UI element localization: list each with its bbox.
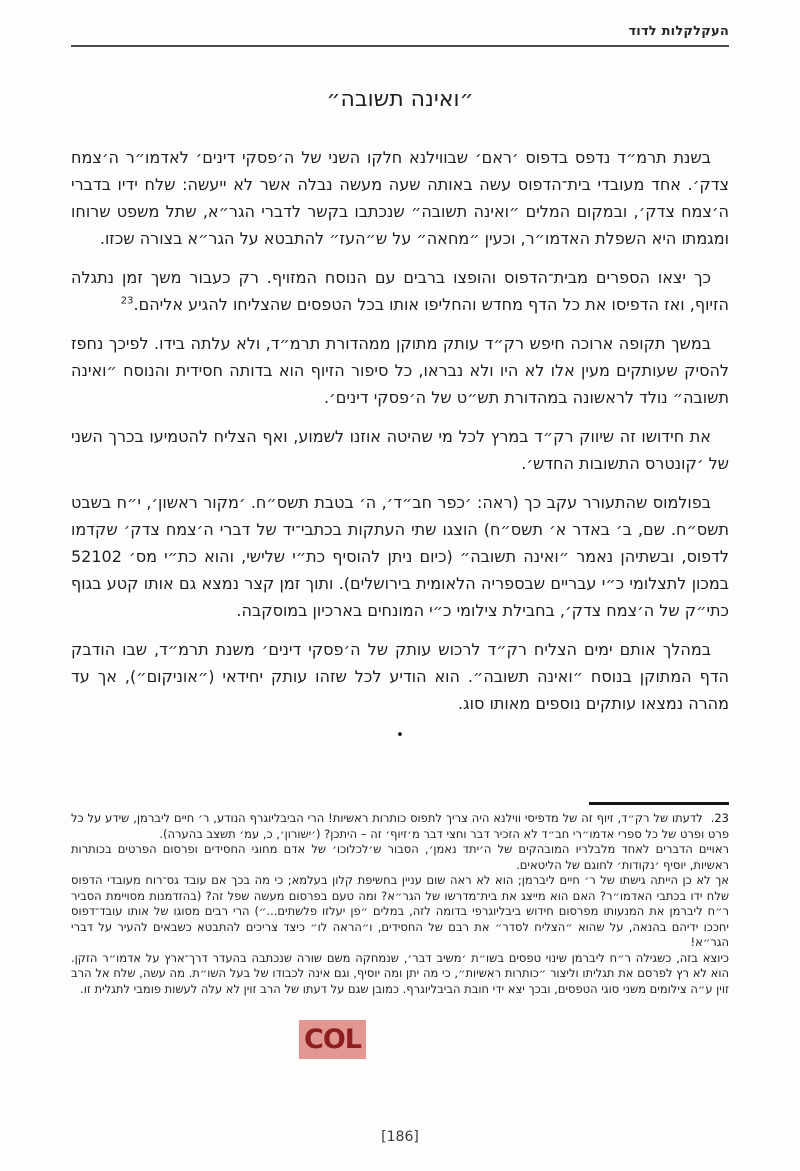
footnote-rule bbox=[589, 802, 729, 805]
body-paragraph-text: את חידושו זה שיווק רק״ד במרץ לכל מי שהיטה אוזנו לשמוע, ואף הצליח להטמיעו בכרך השני של ׳קונטרס התשובות החדש׳. bbox=[71, 427, 729, 473]
body-paragraph bbox=[71, 423, 729, 477]
body-paragraph-text: בשנת תרמ״ד נדפס בדפוס ׳ראם׳ שבווילנא חלקו השני של ה׳פסקי דינים׳ לאדמו״ר ה׳צמח צדק׳. אחד מעובדי בית־הדפוס עשה באותה שעה מעשה נבלה אשר לא ייעשה: שלח ידיו בדברי ה׳צמח צדק׳, ובמקום המלים ״ואינה תשובה״ שנכתבו בקשר לדברי הגר״א, שתל משפט שרוחו ומגמתו היא השפלת האדמו״ר, וכעין ״מחאה״ על ש״העז״ להתבטא על הגר״א בצורה שכזו. bbox=[71, 148, 729, 248]
footnote-paragraph: אך לא כן הייתה גישתו של ר׳ חיים ליברמן; הוא לא ראה שום עניין בחשיפת קלון בעלמא; כי מה בכך אם עובד גס־רוח מעובדי הדפוס שלח ידו בכתבי האדמו״ר? האם הוא מייצג את בית־מדרשו של הגר״א? ומה טעם בפרסום מעשה שפל זה? (בהזדמנות מסויימת הסביר ר״ח ליברמן את המנעותו מפרסום חידוש ביבליוגרפי בדומה לזה, במלים ״פן יעלזו פלשתים...״) הרי רבים מסוגו של אותו עובד־דפוס יחככו ידיהם בהנאה, על שהוא ״הצליח לסדר״ את רבם של החסידים, ו״הראה לו״ כיצד צריכים להתבטא כשבאים להעיר על דברי הגר״א! bbox=[71, 873, 729, 949]
page-title: ״ואינה תשובה״ bbox=[326, 87, 474, 112]
body-paragraph-text: כך יצאו הספרים מבית־הדפוס והופצו ברבים עם הנוסח המזויף. רק כעבור משך זמן נתגלה הזיוף, ואז הדפיסו את כל הדף מחדש והחליפו אותו בכל הטפסים שהצליחו להגיע אליהם. bbox=[71, 268, 729, 314]
footnote-paragraph bbox=[71, 811, 729, 842]
footnote-reference: 23 bbox=[120, 295, 134, 307]
body-paragraph bbox=[71, 264, 729, 318]
header-rule bbox=[71, 45, 729, 47]
footnote-text: לדעתו של רק״ד, זיוף זה של מדפיסי ווילנא היה צריך לתפוס כותרות ראשיות! הרי הביבליוגרף הנודע, ר׳ חיים ליברמן, שידע על כל פרט ופרט של כל ספרי אדמו״רי חב״ד לא הזכיר דבר וחצי דבר מ׳זיוף׳ זה – היתכן? (׳ישורון׳, כ, עמ׳ תשצב בהערה). bbox=[71, 811, 729, 841]
section-separator-dot: • bbox=[396, 728, 404, 743]
footnote-number: 23. bbox=[710, 811, 729, 825]
body-text bbox=[71, 144, 729, 717]
page-number: [186] bbox=[381, 1129, 419, 1145]
footnote-paragraph: ראויים הדברים לאחד מלבלריו המובהקים של ה׳יתד נאמן׳, הסבור ש׳לכלוכו׳ של אדם מחוגי החסידים ופרסום הפרטים בכותרות ראשיות, יוסיף ׳נקודות׳ לחוגם של הליטאים. bbox=[71, 842, 729, 872]
page-content bbox=[71, 0, 729, 997]
col-watermark-text: COL bbox=[304, 1024, 361, 1055]
body-paragraph-text: במשך תקופה ארוכה חיפש רק״ד עותק מתוקן ממהדורת תרמ״ד, ולא עלתה בידו. לפיכך נחפז להסיק שעותקים מעין אלו לא היו ולא נבראו, כל סיפור הזיוף הוא בדותה חסידית והנוסח ״ואינה תשובה״ נולד לראשונה במהדורת תש״ט של ה׳פסקי דינים׳. bbox=[71, 334, 729, 407]
body-paragraph bbox=[71, 489, 729, 624]
body-paragraph-text: בפולמוס שהתעורר עקב כך (ראה: ׳כפר חב״ד׳, ה׳ בטבת תשס״ח. ׳מקור ראשון׳, י״ח בשבט תשס״ח. שם, ב׳ באדר א׳ תשס״ח) הוצגו שתי העתקות בכתבי־יד של דברי ה׳צמח צדק׳ שקדמו לדפוס, ובשתיהן נאמר ״ואינה תשובה״ (כיום ניתן להוסיף כת״י שלישי, והוא כת״י מס׳ 52102 במכון לתצלומי כ״י עבריים שבספריה הלאומית בירושלים). ותוך זמן קצר נמצא גם אותו קטע בגוף כתי״ק של ה׳צמח צדק׳, בחבילת צילומי כ״י המונחים בארכיון במוסקבה. bbox=[71, 493, 729, 620]
footnotes bbox=[71, 811, 729, 997]
running-header-title: העקלקלות לדוד bbox=[628, 24, 729, 39]
body-paragraph bbox=[71, 144, 729, 252]
body-paragraph bbox=[71, 636, 729, 717]
body-paragraph bbox=[71, 330, 729, 411]
body-paragraph-text: במהלך אותם ימים הצליח רק״ד לרכוש עותק של ה׳פסקי דינים׳ משנת תרמ״ד, שבו הודבק הדף המתוקן בנוסח ״ואינה תשובה״. הוא הודיע לכל שזהו עותק יחידאי (״אוניקום״), אך עד מהרה נמצאו עותקים נוספים מאותו סוג. bbox=[71, 640, 729, 713]
footnote-paragraph: כיוצא בזה, כשגילה ר״ח ליברמן שינוי טפסים בשו״ת ׳משיב דבר׳, שנמחקה משם שורה שנכתבה בהעדר דרך־ארץ על אדמו״ר הזקן. הוא לא רץ לפרסם את תגליתו וליצור ״כותרות ראשיות״, כי מה יתן ומה יוסיף, וגם אינה לכבודו של בעל השו״ת. מה עשה, שלח אל הרב זוין ע״ה צילומים משני סוגי הטפסים, ובכך יצא ידי חובת הביבליוגרף. כמובן שגם על דעתו של הרב זוין לא עלה לעשות פומבי לתגלית זו. bbox=[71, 950, 729, 996]
col-watermark bbox=[299, 1020, 366, 1059]
running-header bbox=[71, 0, 729, 39]
